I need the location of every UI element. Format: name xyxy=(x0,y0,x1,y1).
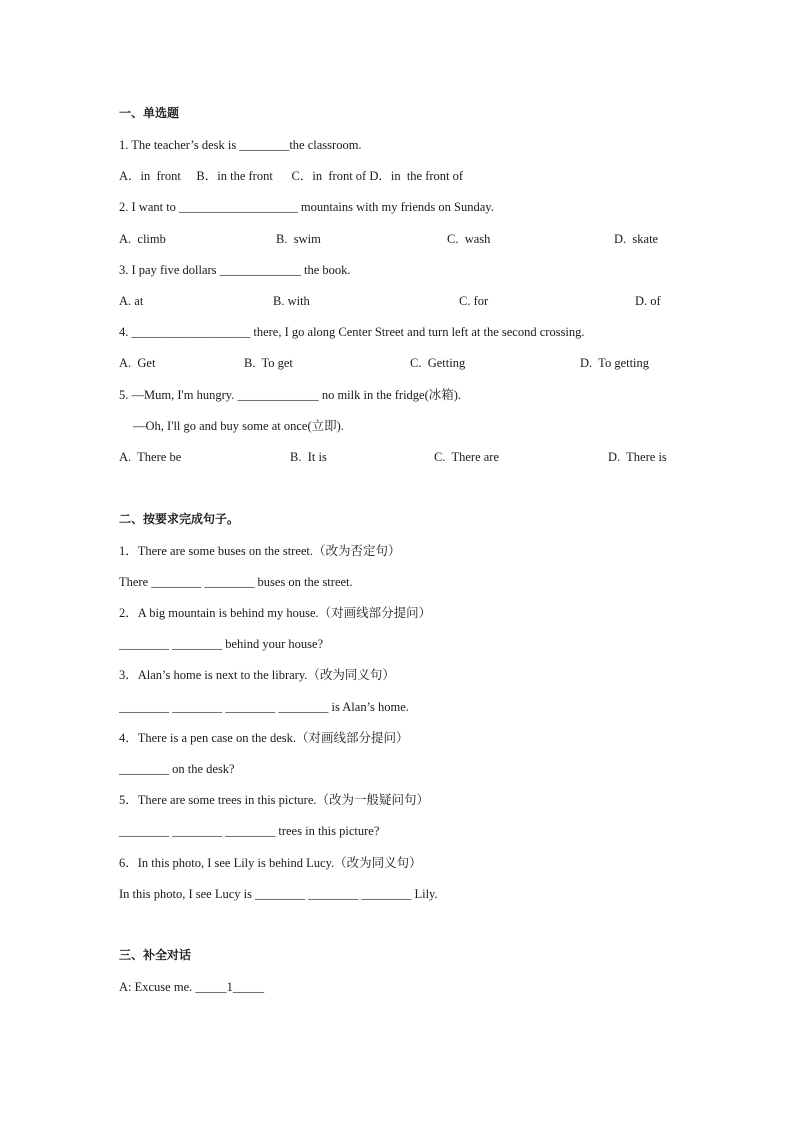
section-3-title: 三、补全对话 xyxy=(119,948,192,962)
question-5-option-b: B. It is xyxy=(290,450,327,464)
task-6-answer: In this photo, I see Lucy is ________ ________ ________ Lily. xyxy=(119,887,438,901)
question-3-stem: 3. I pay five dollars _____________ the book. xyxy=(119,263,351,277)
task-5-question: 5．There are some trees in this picture.（改为一般疑问句） xyxy=(119,793,429,807)
task-1-answer: There ________ ________ buses on the street. xyxy=(119,575,353,589)
question-2-option-c: C. wash xyxy=(447,232,491,246)
question-5-stem-reply: —Oh, I'll go and buy some at once(立即). xyxy=(133,419,344,433)
task-3-question: 3．Alan’s home is next to the library.（改为同义句） xyxy=(119,668,395,682)
task-3-answer: ________ ________ ________ ________ is Alan’s home. xyxy=(119,700,409,714)
section-2-title: 二、按要求完成句子。 xyxy=(119,512,240,526)
task-2-question: 2．A big mountain is behind my house.（对画线部分提问） xyxy=(119,606,432,620)
question-4-stem: 4. ___________________ there, I go along Center Street and turn left at the second crossing. xyxy=(119,325,585,339)
question-4-option-a: A. Get xyxy=(119,356,156,370)
question-4-option-b: B. To get xyxy=(244,356,293,370)
section-1-title: 一、单选题 xyxy=(119,106,180,120)
task-6-question: 6．In this photo, I see Lily is behind Lucy.（改为同义句） xyxy=(119,856,422,870)
question-2-option-a: A. climb xyxy=(119,232,166,246)
question-2-option-b: B. swim xyxy=(276,232,321,246)
question-2-option-d: D. skate xyxy=(614,232,659,246)
question-3-option-b: B. with xyxy=(273,294,310,308)
question-3-option-c: C. for xyxy=(459,294,489,308)
question-4-option-d: D. To getting xyxy=(580,356,650,370)
question-1-options: A．in front B．in the front C．in front of D．in the front of xyxy=(119,169,464,183)
question-5-stem: 5. —Mum, I'm hungry. _____________ no milk in the fridge(冰箱). xyxy=(119,388,462,402)
question-5-option-c: C. There are xyxy=(434,450,500,464)
question-3-option-d: D. of xyxy=(635,294,661,308)
task-2-answer: ________ ________ behind your house? xyxy=(119,637,324,651)
task-1-question: 1．There are some buses on the street.（改为否定句） xyxy=(119,544,401,558)
dialogue-line-1: A: Excuse me. _____1_____ xyxy=(119,980,265,994)
task-4-answer: ________ on the desk? xyxy=(119,762,235,776)
task-5-answer: ________ ________ ________ trees in this picture? xyxy=(119,824,380,838)
question-4-option-c: C. Getting xyxy=(410,356,466,370)
question-2-stem: 2. I want to ___________________ mountains with my friends on Sunday. xyxy=(119,200,494,214)
question-1-stem: 1. The teacher’s desk is ________the classroom. xyxy=(119,138,362,152)
question-5-option-a: A. There be xyxy=(119,450,182,464)
task-4-question: 4．There is a pen case on the desk.（对画线部分提问） xyxy=(119,731,409,745)
question-3-option-a: A. at xyxy=(119,294,144,308)
question-5-option-d: D. There is xyxy=(608,450,667,464)
